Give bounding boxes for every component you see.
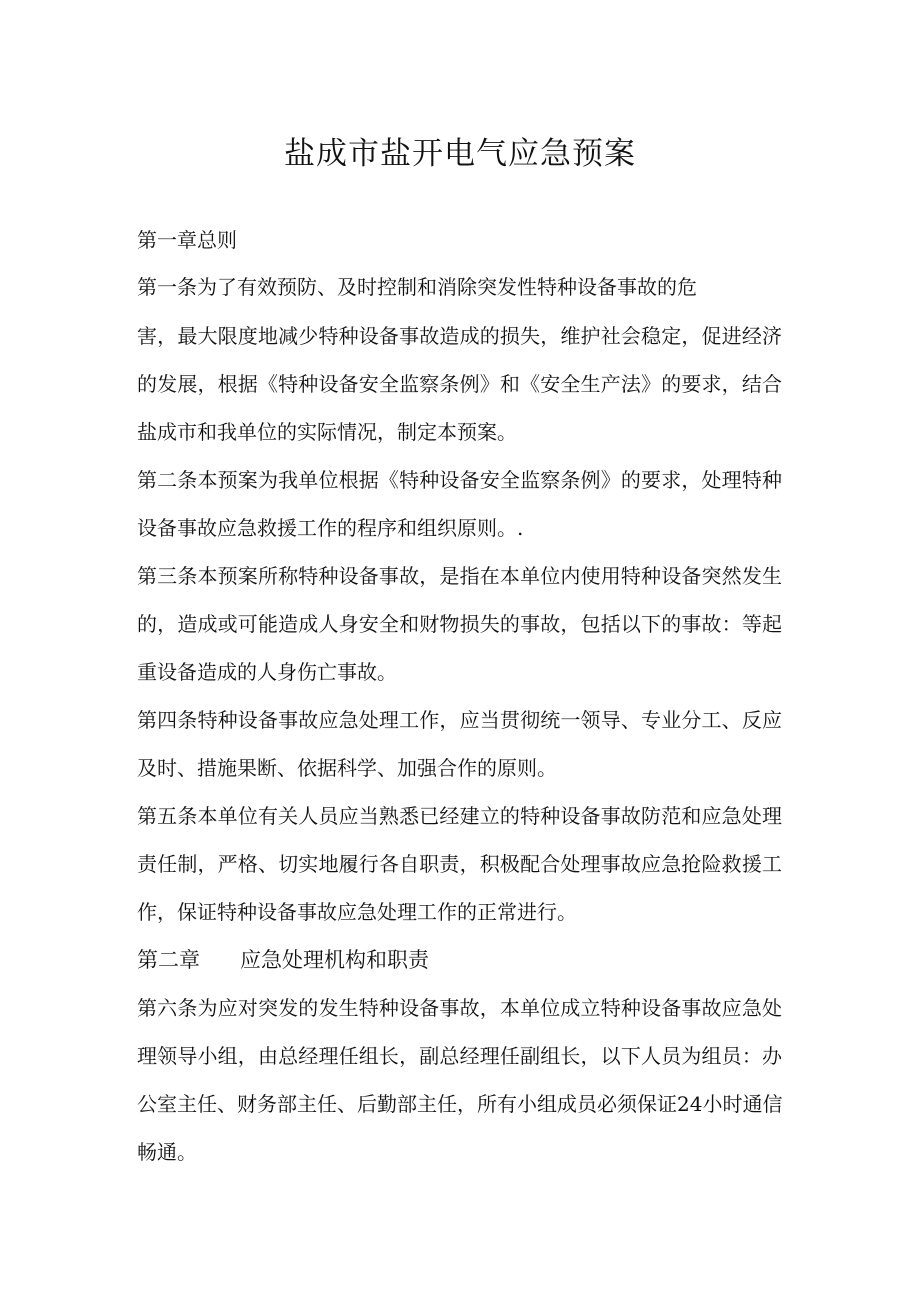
chapter-two-label: 第二章 [137, 948, 200, 972]
chapter-one-heading: 第一章总则 [137, 228, 237, 252]
paragraph-line: 公室主任、财务部主任、后勤部主任，所有小组成员必须保证24小时通信 [137, 1092, 783, 1116]
paragraph-line: 第四条特种设备事故应急处理工作，应当贯彻统一领导、专业分工、反应 [137, 708, 782, 732]
paragraph-line: 畅通。 [137, 1140, 197, 1164]
paragraph-line: 作，保证特种设备事故应急处理工作的正常进行。 [137, 900, 577, 924]
paragraph-line: 第三条本预案所称特种设备事故，是指在本单位内使用特种设备突然发生 [137, 564, 782, 588]
document-title: 盐成市盐开电气应急预案 [284, 136, 636, 172]
paragraph-line: 设备事故应急救援工作的程序和组织原则。. [137, 516, 524, 540]
paragraph-line: 第一条为了有效预防、及时控制和消除突发性特种设备事故的危 [137, 275, 697, 299]
paragraph-line: 第六条为应对突发的发生特种设备事故，本单位成立特种设备事故应急处 [137, 996, 782, 1020]
paragraph-line: 的发展，根据《特种设备安全监察条例》和《安全生产法》的要求，结合 [137, 372, 782, 396]
paragraph-line: 的，造成或可能造成人身安全和财物损失的事故，包括以下的事故：等起 [137, 612, 782, 636]
paragraph-line: 第二条本预案为我单位根据《特种设备安全监察条例》的要求，处理特种 [137, 468, 782, 492]
paragraph-line: 第五条本单位有关人员应当熟悉已经建立的特种设备事故防范和应急处理 [137, 804, 782, 828]
paragraph-line: 盐成市和我单位的实际情况，制定本预案。 [137, 420, 517, 444]
paragraph-line: 责任制，严格、切实地履行各自职责，积极配合处理事故应急抢险救援工 [137, 852, 782, 876]
paragraph-line: 理领导小组，由总经理任组长，副总经理任副组长，以下人员为组员：办 [137, 1044, 782, 1068]
chapter-two-heading [137, 947, 429, 973]
paragraph-line: 及时、措施果断、依据科学、加强合作的原则。 [137, 756, 557, 780]
paragraph-line: 重设备造成的人身伤亡事故。 [137, 660, 397, 684]
chapter-two-title: 应急处理机构和职责 [240, 948, 429, 972]
paragraph-line: 害，最大限度地减少特种设备事故造成的损失，维护社会稳定，促进经济 [137, 324, 782, 348]
